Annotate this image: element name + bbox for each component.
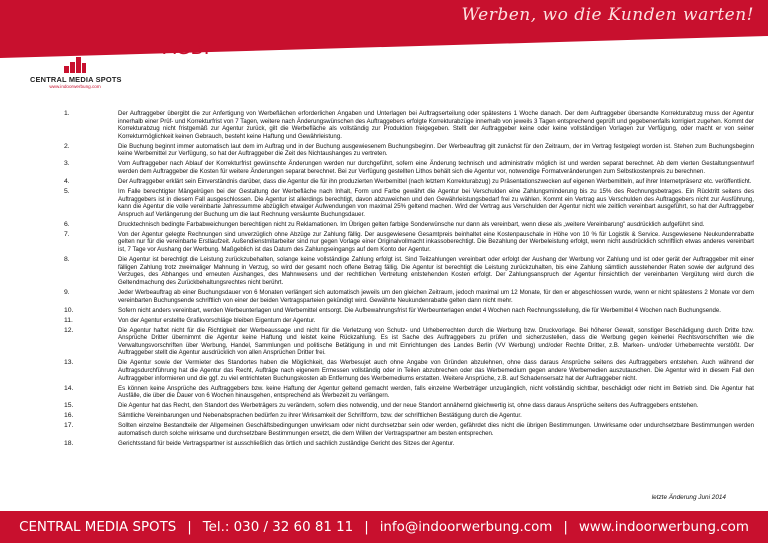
footer-website-link[interactable]: www.indoorwerbung.com	[578, 519, 749, 535]
last-updated-note: letzte Änderung Juni 2014	[651, 494, 726, 501]
clause-text: Von der Agentur erstellte Grafikvorschläge bleiben Eigentum der Agentur.	[118, 316, 316, 324]
clause	[64, 289, 754, 304]
clause-text: Jeder Werbeauftrag ab einer Buchungsdauer von 6 Monaten verlängert sich automatisch jeweils um den gleichen Zeitraum, jedoch maximal um 12 Monate, für den er abgeschlossen wurde, wenn er nicht spätestens 2 Monate vor dem vereinbarten Buchungsende schriftlich von einer der beiden Vertragsparteien gekündigt wird. Gewährte Neukundenrabatte gelten dann nicht mehr.	[118, 288, 754, 304]
footer-company: CENTRAL MEDIA SPOTS	[19, 519, 177, 535]
footer-separator: |	[364, 519, 369, 535]
clause-number: 4.	[64, 178, 70, 186]
clause-text: Sämtliche Vereinbarungen und Nebenabsprachen bedürfen zu ihrer Wirksamkeit der Schriftform, bzw. der schriftlichen Bestätigung durch die Agentur.	[118, 412, 522, 420]
clause-number: 6.	[64, 220, 70, 228]
clause-text: Vom Auftraggeber nach Ablauf der Korrekturfrist gewünschte Änderungen werden nur durchgeführt, sofern eine Änderung technisch und administrativ möglich ist und werden separat berechnet. Ab dem vierten Gestaltungsentwurf werden dem Auftraggeber die Kosten für weitere Änderungen separat berechnet. Bei zur Verfügung gestellten Lithos behält sich die Agentur vor, notwendige Formatveränderungen zum Selbstkostenpreis zu berechnen.	[118, 160, 754, 176]
clause-text: Die Agentur ist berechtigt die Leistung zurückzubehalten, solange keine vollständige Zahlung erfolgt ist. Sind Teilzahlungen vereinbart oder erfolgt der Aushang der Werbung vor Zahlung und ist oder gerät der Auftraggeber mit einer fälligen Zahlung trotz zweimaliger Mahnung in Verzug, so wird der gesamt noch offene Betrag fällig. Die Agentur ist berechtigt die Leistung zurückzuhalten, bis eine Zahlung sämtlich ausstehender Raten sowie der aufgrund des Verzuges, des Abhanges und erneuten Aushanges, des Mahnwesens und der rechtlichen Vertretung entstehenden Kosten erfolgt. Der Zahlungsanspruch der Agentur hinsichtlich der vereinbarten Vergütung wird durch die Geltendmachung des Zurückbehaltungsrechtes nicht berührt.	[118, 256, 754, 286]
clause-text: Der Auftraggeber übergibt die zur Anfertigung von Werbeflächen erforderlichen Angaben und Unterlagen bei Auftragserteilung oder spätestens 1 Woche danach. Der dem Auftraggeber übersandte Korrekturabzug muss der Agentur innerhalb einer Prüf- und Korrekturfrist von 7 Tagen, weitere nach Änderungswünschen des Auftraggebers erfolgte Korrekturabzüge innerhalb von jeweils 3 Tagen entsprechend geprüft und gegebenenfalls korrigiert zugehen. Kommt der Korrekturabzug nicht fristgemäß zur Agentur zurück, gilt die Werbefläche als vollständig zur Produktion freigegeben. Stellt der Auftraggeber keine oder keine vollständigen Vorlagen zur Verfügung, oder macht er von seiner Korrekturmöglichkeit keinen Gebrauch, besteht keine Haftung und Gewährleistung.	[118, 110, 754, 140]
clause-number: 7.	[64, 230, 70, 238]
clause	[64, 317, 754, 325]
clause-text: Sollten einzelne Bestandteile der Allgemeinen Geschäftsbedingungen unwirksam oder nicht durchsetzbar sein oder werden, gefährdet dies nicht die übrigen Bestimmungen. Unwirksame oder undurchsetzbare Bestimmungen werden automatisch durch solche wirksame und durchsetzbare Bestimmungen ersetzt, die dem Willen der Vertragspartner am besten entsprechen.	[118, 422, 754, 437]
clause-text: Sofern nicht anders vereinbart, werden Werbeunterlagen und Werbemittel entsorgt. Die Aufbewahrungsfrist für Werbeunterlagen endet 4 Wochen nach Rechnungsstellung, die für Werbemittel 4 Wochen nach Buchungsende.	[118, 306, 721, 314]
footer-separator: |	[187, 519, 192, 535]
logo-name: CENTRAL MEDIA SPOTS	[30, 75, 122, 84]
clause-number: 8.	[64, 256, 70, 264]
page-title: AGB:	[163, 37, 210, 59]
clause-number: 18.	[64, 439, 74, 447]
clause-text: Gerichtsstand für beide Vertragspartner ist ausschließlich das örtlich und sachlich zuständige Gericht des Sitzes der Agentur.	[118, 439, 455, 447]
terms-list	[64, 110, 754, 450]
clause-text: Der Auftraggeber erklärt sein Einverständnis darüber, dass die Agentur die für ihn produzierten Werbemittel (nach letztem Korrekturabzug) zu Präsentationszwecken auf eigenen Werbemitteln, auf ihrer Internetpräsenz etc. veröffentlicht.	[118, 178, 752, 186]
clause	[64, 221, 754, 229]
clause	[64, 188, 754, 218]
clause	[64, 178, 754, 186]
clause	[64, 307, 754, 315]
logo-bars-icon	[64, 57, 86, 73]
clause-text: Die Agentur hat das Recht, den Standort des Werbeträgers zu verändern, sofern dies notwendig, und der neue Standort annähernd gleichwertig ist, ohne dass daraus Ansprüche seitens des Auftraggebers entstehen.	[118, 402, 699, 410]
footer-separator: |	[563, 519, 568, 535]
clause-text: Die Agentur haftet nicht für die Richtigkeit der Werbeaussage und nicht für die Verletzung von Schutz- und Urheberrechten durch die Werbung bzw. Druckvorlage. Bei höherer Gewalt, sonstiger Beschädigung durch Dritte bzw. Ansprüche Dritter übernimmt die Agentur keine Haftung und leistet keine Rückzahlung. Es ist Sache des Auftraggebers zu prüfen und sicherzustellen, dass die Werbung gegen keinerlei Rechtsvorschriften wie die Verwaltungsvorschriften über Werbung, Handel, Sammlungen und politische Betätigung in und mit Einrichtungen des Landes Berlin (VV Werbung) und/oder Rechte Dritter, z.B. Marken- und/oder Urheberrechte verstößt. Der Auftraggeber stellt die Agentur ausdrücklich von allen Ansprüchen Dritter frei.	[118, 326, 754, 357]
clause-text: Die Agentur sowie der Vermieter des Standortes haben die Möglichkeit, das Werbesujet auch ohne Angabe von Gründen abzulehnen, ohne dass daraus Ansprüche seitens des Auftraggebers entstehen. Auch während der Auftragsdurchführung hat die Agentur das Recht, Aufträge nach eigenem Ermessen vollständig oder in Teilen abzubrechen oder das Werbemedium gegen andere Werbemedien auszutauschen. Die Agentur wird in diesem Fall den Auftraggeber informieren und die ggf. zu viel entrichteten Buchungskosten ab Entfernung des Werbemediums erstatten. Weitere Ansprüche, z.B. auf Schadensersatz hat der Auftraggeber nicht.	[118, 359, 754, 382]
clause-number: 10.	[64, 306, 74, 314]
footer-phone: Tel.: 030 / 32 60 81 11	[202, 519, 354, 535]
clause-number: 12.	[64, 326, 74, 334]
clause	[64, 231, 754, 254]
header-wedge	[0, 36, 768, 58]
clause-number: 16.	[64, 412, 74, 420]
clause-text: Es können keine Ansprüche des Auftraggebers bzw. keine Haftung der Agentur geltend gemacht werden, falls einzelne Werbeträger unzugänglich, nicht vollständig sichtbar, beschädigt oder nicht im Betrieb sind. Die Agentur hat Ausfälle, die über die Dauer von 6 Wochen hinausgehen, entsprechend als Werbezeit zu verlängern.	[118, 384, 754, 400]
clause-text: Die Buchung beginnt immer automatisch laut dem im Auftrag und in der Buchung ausgewiesenem Buchungsbeginn. Der Werbeauftrag gilt zunächst für den Zeitraum, der im Vertrag festgelegt worden ist. Stehen zum Buchungsbeginn keine Werbemittel zur Verfügung, so hat der Auftraggeber die Zeit des Nichtaushanges zu vertreten.	[118, 142, 754, 158]
company-logo	[30, 57, 120, 89]
clause	[64, 160, 754, 175]
clause	[64, 402, 754, 410]
header-banner	[0, 0, 768, 36]
clause	[64, 412, 754, 420]
clause-number: 5.	[64, 188, 70, 196]
slogan: Werben, wo die Kunden warten!	[461, 5, 754, 25]
footer-bar	[0, 511, 768, 543]
clause-number: 2.	[64, 142, 70, 150]
clause-number: 1.	[64, 110, 70, 117]
clause	[64, 327, 754, 357]
clause-text: Von der Agentur gelegte Rechnungen sind unverzüglich ohne Abzüge zur Zahlung fällig. Der ausgewiesene Gesamtpreis beinhaltet eine Kostenpauschale in Höhe von 10 % für Logistik & Service. Ausgewiesene Neukundenrabatte gelten nur für die vereinbarte Erstlaufzeit. Außendienstmitarbeiter sind nur gegen Vorlage einer Originalvollmacht inkassoberechtigt. Die Bezahlung der Werbeleistung erfolgt, wenn nicht ausdrücklich schriftlich etwas anderes vereinbart ist, 7 Tage vor Aushang der Werbung. Maßgeblich ist das Datum des Zahlungseingangs auf dem Konto der Agentur.	[118, 230, 754, 254]
logo-url: www.indoorwerbung.com	[49, 84, 101, 89]
clause	[64, 256, 754, 286]
clause	[64, 385, 754, 400]
clause	[64, 143, 754, 158]
clause	[64, 422, 754, 437]
clause-number: 3.	[64, 160, 70, 168]
clause-number: 9.	[64, 288, 70, 296]
clause	[64, 110, 754, 140]
clause	[64, 440, 754, 448]
clause	[64, 359, 754, 382]
clause-number: 14.	[64, 384, 74, 392]
clause-text: Im Falle berechtigter Mängelrügen bei der Gestaltung der Werbefläche nach Inhalt, Form und Farbe gewährt die Agentur bei Verschulden eine Zahlungsminderung bis zu 15% des Rechnungsbetrages. Ein Rücktritt seitens des Auftraggebers ist in diesem Fall ausgeschlossen. Die Agentur ist allerdings berechtigt, davon abzuweichen und den Gewährleistungsbedarf frei zu wählen. Kommt ein Vertrag aus Verschulden des Auftraggebers nicht zur Ausführung, kann die Agentur die volle vereinbarte Jahressumme abzüglich etwaiger Aufwendungen von maximal 25% geltend machen. Wird der Vertrag aus Verschulden der Agentur nicht wie zeitlich vereinbart ausgeführt, so hat der Auftraggeber Anspruch auf Verlängerung der Buchung um die laut Rechnung versäumte Buchungsdauer.	[118, 188, 754, 218]
footer-email-link[interactable]: info@indoorwerbung.com	[379, 519, 553, 535]
clause-number: 15.	[64, 402, 74, 410]
clause-number: 11.	[64, 316, 73, 324]
clause-number: 13.	[64, 359, 74, 367]
clause-number: 17.	[64, 422, 74, 430]
clause-text: Drucktechnisch bedingte Farbabweichungen berechtigen nicht zu Reklamationen. Im Übrigen gelten farbige Sonderwünsche nur dann als vereinbart, wenn diese als „weitere Vereinbarung" ausdrücklich aufgeführt sind.	[118, 220, 705, 228]
